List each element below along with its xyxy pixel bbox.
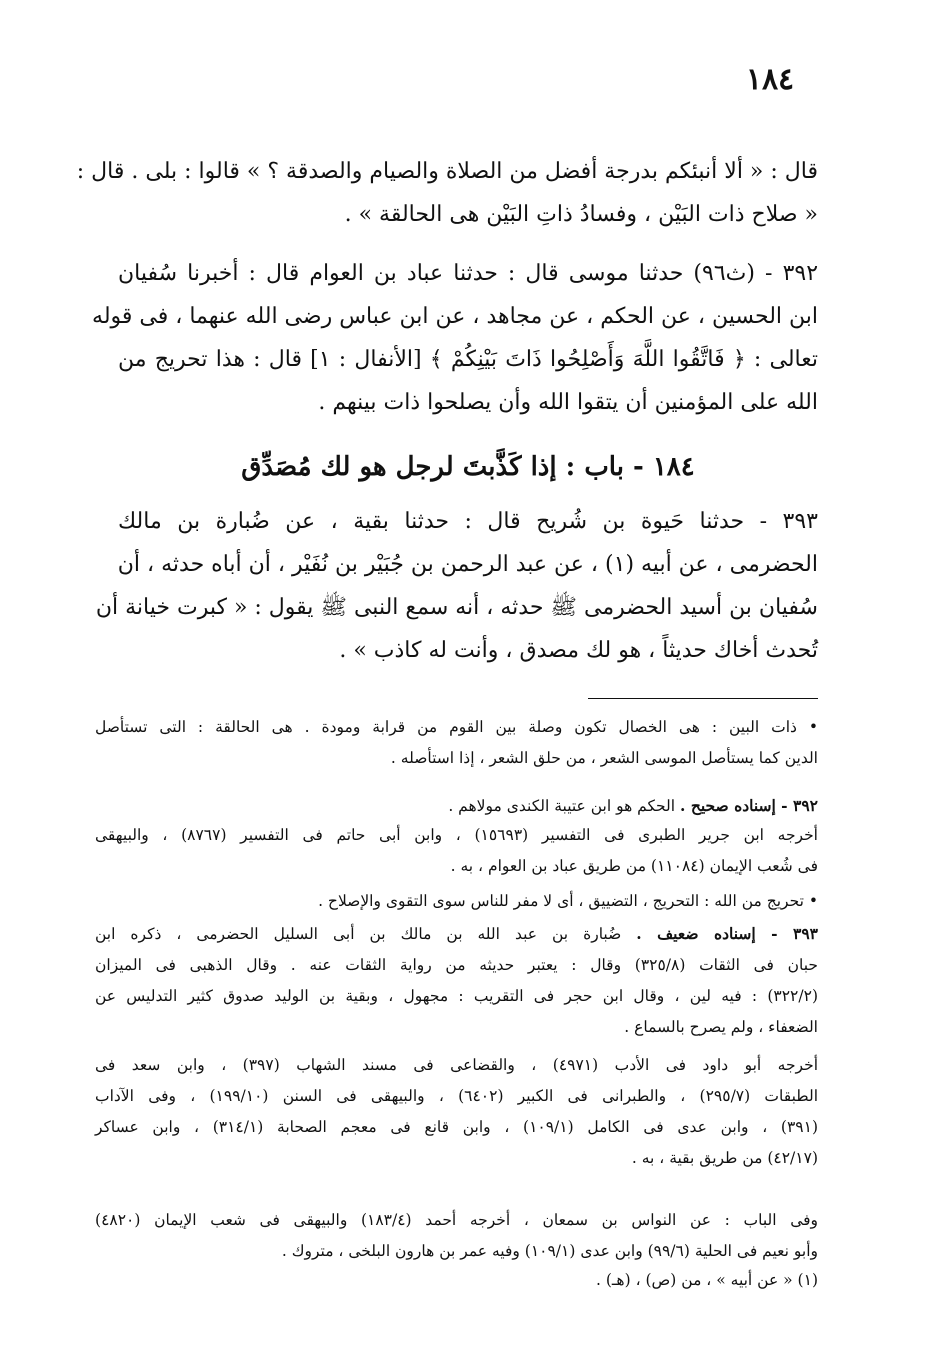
text-line: الحضرمى ، عن أبيه (١) ، عن عبد الرحمن بن جُبَيْر بن نُفَيْر ، أن أباه حدثه ، أن [117,552,818,577]
note-line: وأبو نعيم فى الحلية (٩٩/٦) وابن عدى (١٠٩/١) وفيه عمر بن هارون البلخى ، متروك . [281,1242,818,1260]
note-line: وفى الباب : عن النواس بن سمعان ، أخرجه أحمد (١٨٣/٤) والبيهقى فى شعب الإيمان (٤٨٢٠) [95,1211,819,1229]
footnote-393-isnad [95,918,818,1043]
note-line: فى شُعب الإيمان (١١٠٨٤) من طريق عباد بن العوام ، به . [450,857,818,875]
note-text: ضُبارة بن عبد الله بن مالك بن أبى السليل الحضرمى ، ذكره ابن [95,925,622,943]
text-line: سُفيان بن أسيد الحضرمى ﷺ حدثه ، أنه سمع النبى ﷺ يقول : « كبرت خيانة أن [95,595,818,620]
paragraph-hadith-393 [95,500,818,672]
note-line: (٤٢/١٧) من طريق بقية ، به . [631,1149,818,1167]
note-line: حبان فى الثقات (٣٢٥/٨) وقال : يعتبر حديثه من رواية الثقات عنه . وقال الذهبى فى الميزان [95,956,818,974]
text-line: « صلاح ذات البَيْن ، وفسادُ ذاتِ البَيْن هى الحالقة » . [344,202,818,227]
note-line: • ذات البين : هى الخصال تكون وصلة بين القوم من قرابة ومودة . هى الحالقة : التى تستأصل [95,718,818,736]
text-line: ابن الحسين ، عن الحكم ، عن مجاهد ، عن ابن عباس رضى الله عنهما ، فى قوله [92,304,818,329]
isnad-grade: ٣٩٢ - إسناده صحيح . [680,796,818,815]
text-line: ٣٩٢ - (ث٩٦) حدثنا موسى قال : حدثنا عباد بن العوام قال : أخبرنا سُفيان [118,261,819,286]
footnote-tahrij [95,886,818,917]
text-line: تعالى : ﴿ فَاتَّقُوا اللَّهَ وَأَصْلِحُوا ذَاتَ بَيْنِكُمْ ﴾ [الأنفال : ١] قال : هذا تحريج من [118,347,818,372]
note-line: الطبقات (٢٩٥/٧) ، والطبرانى فى الكبير (٦٤٠٢) ، والبيهقى فى السنن (١٩٩/١٠) ، وفى الآداب [95,1087,819,1105]
footnote-393-takhrij [95,1050,818,1174]
paragraph-hadith-392 [92,252,819,424]
text-line: الله على المؤمنين أن يتقوا الله وأن يصلحوا ذات بينهم . [318,390,818,415]
note-line [95,918,818,950]
note-line [95,790,818,822]
note-line: الضعفاء ، ولم يصرح بالسماع . [624,1018,818,1036]
page-number: ١٨٤ [745,62,795,97]
note-line: (٣٩١) ، وابن عدى فى الكامل (١٠٩/١) ، وابن قانع فى معجم الصحابة (٣١٤/١) ، وابن عساكر [95,1118,818,1136]
footnote-divider [588,698,818,699]
footnote-392-isnad [95,790,818,822]
text-line: قال : « ألا أنبئكم بدرجة أفضل من الصلاة والصيام والصدقة ؟ » قالوا : بلى . قال : [76,159,818,184]
note-line: (١) « عن أبيه » ، من (ص) ، (هـ) . [595,1271,818,1289]
note-line: الدين كما يستأصل الموسى الشعر ، من حلق الشعر ، إذا استأصله . [390,749,818,767]
note-line: أخرجه ابن جرير الطبرى فى التفسير (١٥٦٩٣) ، وابن أبى حاتم فى التفسير (٨٧٦٧) ، والبيهقى [95,826,818,844]
footnote-dhat-al-bayn [95,712,818,774]
paragraph-hadith-391-end [76,150,818,236]
note-line: أخرجه أبو داود فى الأدب (٤٩٧١) ، والقضاعى فى مسند الشهاب (٣٩٧) ، وابن سعد فى [95,1056,818,1074]
footnote-variant-1 [95,1265,818,1296]
isnad-grade: ٣٩٣ - إسناده ضعيف . [636,924,819,943]
footnote-392-takhrij [95,820,818,882]
note-line: (٣٢٢/٢) : فيه لين ، وقال ابن حجر فى التقريب : مجهول ، وبقية بن الوليد صدوق كثير التدليس عن [95,987,818,1005]
chapter-heading: ١٨٤ - باب : إذا كَذَّبتَ لرجل هو لك مُصَدِّق [241,452,695,482]
text-line: تُحدث أخاك حديثاً ، هو لك مصدق ، وأنت له كاذب » . [339,638,818,663]
text-line: ٣٩٣ - حدثنا حَيوة بن شُريح قال : حدثنا بقية ، عن ضُبارة بن مالك [118,509,818,534]
note-line: • تحريج من الله : التحريج ، التضييق ، أى لا مفر للناس سوى التقوى والإصلاح . [318,892,818,910]
footnote-fil-bab [95,1205,818,1267]
note-text: الحكم هو ابن عتيبة الكندى مولاهم . [448,797,676,815]
